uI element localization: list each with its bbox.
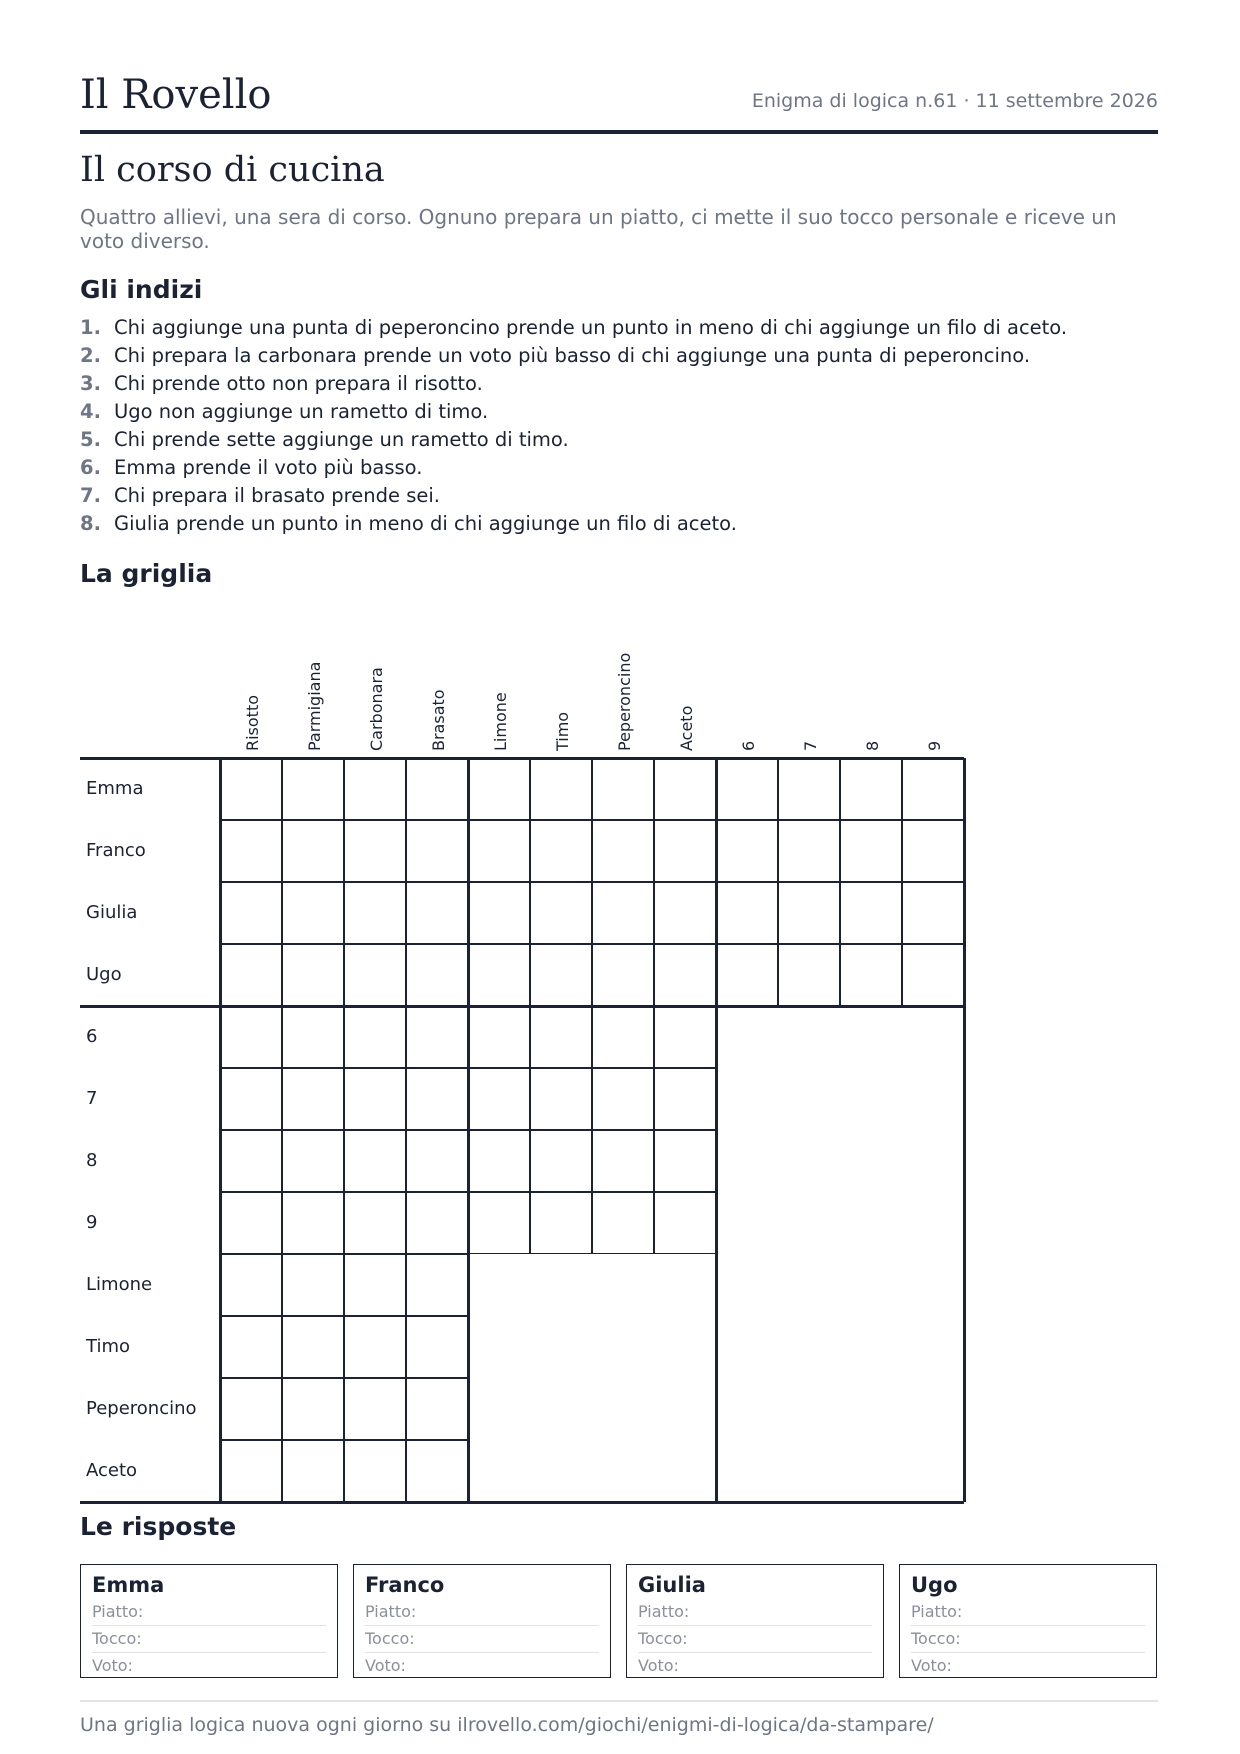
grid-cell[interactable] <box>344 820 406 882</box>
grid-cell[interactable] <box>778 758 840 820</box>
clue-item <box>80 370 1067 398</box>
clue-item <box>80 398 1067 426</box>
issue-info: Enigma di logica n.61 · 11 settembre 2026 <box>751 90 1158 112</box>
grid-cell[interactable] <box>716 820 778 882</box>
footer-note: Una griglia logica nuova ogni giorno su ilrovello.com/giochi/enigmi-di-logica/da-stampare/ <box>80 1700 1158 1736</box>
grid-cell[interactable] <box>282 1192 344 1254</box>
grid-cell[interactable] <box>840 820 902 882</box>
grid-cell[interactable] <box>344 1378 406 1440</box>
grid-cell[interactable] <box>654 1130 716 1192</box>
grid-cell[interactable] <box>530 882 592 944</box>
grid-cell[interactable] <box>654 882 716 944</box>
grid-cell[interactable] <box>902 820 964 882</box>
grid-cell[interactable] <box>406 1192 468 1254</box>
grid-cell[interactable] <box>282 1068 344 1130</box>
clue-number: 3. <box>80 372 101 395</box>
grid-cell[interactable] <box>654 1006 716 1068</box>
grid-cell[interactable] <box>406 820 468 882</box>
column-header <box>530 600 592 755</box>
grid-divider <box>80 757 964 760</box>
column-header-label: Aceto <box>677 705 696 751</box>
grid-cell[interactable] <box>406 758 468 820</box>
grid-cell[interactable] <box>716 944 778 1006</box>
answer-card-name: Ugo <box>911 1573 958 1597</box>
grid-cell[interactable] <box>282 1130 344 1192</box>
answer-field[interactable]: Voto: <box>365 1656 406 1675</box>
grid-cell[interactable] <box>654 820 716 882</box>
clue-number: 5. <box>80 428 101 451</box>
grid-cell[interactable] <box>406 1006 468 1068</box>
clue-number: 1. <box>80 316 101 339</box>
column-header <box>406 600 468 755</box>
column-header <box>840 600 902 755</box>
answer-card-name: Emma <box>92 1573 165 1597</box>
grid-cell[interactable] <box>344 1254 406 1316</box>
answer-card <box>80 1564 338 1678</box>
column-header-label: Parmigiana <box>305 661 324 751</box>
clue-text: Chi aggiunge una punta di peperoncino prende un punto in meno di chi aggiunge un filo di aceto. <box>114 316 1068 339</box>
clue-item <box>80 454 1067 482</box>
grid-cell[interactable] <box>654 944 716 1006</box>
grid-cell[interactable] <box>592 882 654 944</box>
row-header: 9 <box>86 1212 98 1233</box>
grid-cell[interactable] <box>902 944 964 1006</box>
grid-cell[interactable] <box>220 1316 282 1378</box>
row-header: Limone <box>86 1274 153 1295</box>
grid-cell[interactable] <box>406 882 468 944</box>
answer-card-name: Franco <box>365 1573 445 1597</box>
grid-cell[interactable] <box>530 1192 592 1254</box>
grid-cell[interactable] <box>468 1130 530 1192</box>
clue-item <box>80 482 1067 510</box>
answer-field[interactable]: Tocco: <box>365 1626 599 1653</box>
grid-cell[interactable] <box>530 1068 592 1130</box>
answer-field[interactable]: Voto: <box>92 1656 133 1675</box>
grid-cell[interactable] <box>344 1192 406 1254</box>
grid-cell[interactable] <box>282 758 344 820</box>
clue-text: Ugo non aggiunge un rametto di timo. <box>114 400 489 423</box>
column-header-label: 6 <box>739 740 758 751</box>
grid-cell[interactable] <box>778 820 840 882</box>
row-header: Timo <box>86 1336 130 1357</box>
grid-heading: La griglia <box>80 559 213 588</box>
clue-item <box>80 510 1067 538</box>
column-header-label: Limone <box>491 692 510 751</box>
grid-cell[interactable] <box>220 882 282 944</box>
answer-field[interactable]: Voto: <box>911 1656 952 1675</box>
answer-field[interactable]: Piatto: <box>92 1599 326 1626</box>
grid-cell[interactable] <box>406 1378 468 1440</box>
row-header: Ugo <box>86 964 122 985</box>
grid-cell[interactable] <box>282 1378 344 1440</box>
row-header: Giulia <box>86 902 138 923</box>
grid-cell[interactable] <box>840 882 902 944</box>
grid-divider <box>80 1005 964 1008</box>
clue-text: Chi prende otto non prepara il risotto. <box>114 372 483 395</box>
grid-cell[interactable] <box>282 882 344 944</box>
row-header: Peperoncino <box>86 1398 197 1419</box>
clue-number: 8. <box>80 512 101 535</box>
answer-field[interactable]: Piatto: <box>365 1599 599 1626</box>
grid-cell[interactable] <box>406 1316 468 1378</box>
grid-cell[interactable] <box>840 944 902 1006</box>
grid-cell[interactable] <box>654 1192 716 1254</box>
grid-divider <box>963 758 966 1502</box>
clue-number: 7. <box>80 484 101 507</box>
grid-cell[interactable] <box>282 1006 344 1068</box>
column-header-label: Timo <box>553 711 572 751</box>
grid-cell[interactable] <box>406 944 468 1006</box>
clue-number: 4. <box>80 400 101 423</box>
grid-cell[interactable] <box>468 1006 530 1068</box>
grid-cell[interactable] <box>530 1006 592 1068</box>
column-header <box>778 600 840 755</box>
grid-cell[interactable] <box>282 1440 344 1502</box>
column-header <box>344 600 406 755</box>
grid-cell[interactable] <box>468 1192 530 1254</box>
grid-cell[interactable] <box>654 1068 716 1130</box>
clue-item <box>80 342 1067 370</box>
grid-divider <box>219 758 222 1502</box>
clue-number: 2. <box>80 344 101 367</box>
grid-cell[interactable] <box>406 1440 468 1502</box>
grid-cell[interactable] <box>592 1006 654 1068</box>
clue-list <box>80 314 1067 538</box>
clue-text: Chi prepara il brasato prende sei. <box>114 484 440 507</box>
clue-text: Chi prepara la carbonara prende un voto più basso di chi aggiunge una punta di peperoncino. <box>114 344 1031 367</box>
puzzle-title: Il corso di cucina <box>80 150 385 190</box>
row-header: Franco <box>86 840 146 861</box>
column-header-label: 7 <box>801 740 820 751</box>
grid-cell[interactable] <box>282 944 344 1006</box>
clue-item <box>80 314 1067 342</box>
clue-text: Giulia prende un punto in meno di chi aggiunge un filo di aceto. <box>114 512 737 535</box>
column-header-label: Carbonara <box>367 667 386 751</box>
grid-cell[interactable] <box>220 1068 282 1130</box>
grid-cell[interactable] <box>344 1006 406 1068</box>
row-header: 8 <box>86 1150 98 1171</box>
column-header <box>716 600 778 755</box>
grid-cell[interactable] <box>716 882 778 944</box>
grid-cell[interactable] <box>592 1068 654 1130</box>
answer-card <box>353 1564 611 1678</box>
grid-cell[interactable] <box>406 1254 468 1316</box>
grid-cell[interactable] <box>716 758 778 820</box>
grid-cell[interactable] <box>902 758 964 820</box>
column-header <box>468 600 530 755</box>
grid-cell[interactable] <box>530 820 592 882</box>
brand-title: Il Rovello <box>80 72 272 118</box>
answers-heading: Le risposte <box>80 1512 237 1541</box>
grid-cell[interactable] <box>406 1068 468 1130</box>
grid-cell[interactable] <box>220 1192 282 1254</box>
grid-cell[interactable] <box>778 882 840 944</box>
grid-cell[interactable] <box>282 820 344 882</box>
column-header <box>902 600 964 755</box>
column-header-label: 8 <box>863 740 882 751</box>
grid-cell[interactable] <box>220 1254 282 1316</box>
grid-cell[interactable] <box>654 758 716 820</box>
answer-card <box>899 1564 1157 1678</box>
column-header-label: Peperoncino <box>615 652 634 751</box>
grid-cell[interactable] <box>220 1440 282 1502</box>
grid-divider <box>715 758 718 1502</box>
answer-card <box>626 1564 884 1678</box>
grid-cell[interactable] <box>220 1130 282 1192</box>
column-header <box>592 600 654 755</box>
answer-field[interactable]: Tocco: <box>92 1626 326 1653</box>
grid-cell[interactable] <box>592 820 654 882</box>
logic-grid <box>80 600 1158 1500</box>
grid-cell[interactable] <box>344 1068 406 1130</box>
grid-cell[interactable] <box>592 758 654 820</box>
column-header-label: 9 <box>925 740 944 751</box>
clue-text: Chi prende sette aggiunge un rametto di timo. <box>114 428 569 451</box>
grid-cell[interactable] <box>468 944 530 1006</box>
grid-cell[interactable] <box>220 1006 282 1068</box>
answer-field[interactable]: Piatto: <box>638 1599 872 1626</box>
grid-cell[interactable] <box>468 1068 530 1130</box>
grid-cell[interactable] <box>282 1254 344 1316</box>
grid-cell[interactable] <box>220 758 282 820</box>
grid-cell[interactable] <box>344 882 406 944</box>
masthead <box>80 68 1158 134</box>
grid-cell[interactable] <box>344 758 406 820</box>
row-header: 7 <box>86 1088 98 1109</box>
answer-field[interactable]: Voto: <box>638 1656 679 1675</box>
column-header-label: Brasato <box>429 689 448 751</box>
row-header: Aceto <box>86 1460 138 1481</box>
grid-cell[interactable] <box>344 944 406 1006</box>
clue-item <box>80 426 1067 454</box>
grid-cell[interactable] <box>468 820 530 882</box>
grid-cell[interactable] <box>468 882 530 944</box>
grid-cell[interactable] <box>592 1130 654 1192</box>
grid-cell[interactable] <box>220 1378 282 1440</box>
grid-cell[interactable] <box>344 1130 406 1192</box>
row-header: Emma <box>86 778 144 799</box>
answer-cards <box>80 1564 1158 1682</box>
clue-number: 6. <box>80 456 101 479</box>
grid-cell[interactable] <box>468 758 530 820</box>
answer-field[interactable]: Tocco: <box>638 1626 872 1653</box>
grid-cell[interactable] <box>840 758 902 820</box>
puzzle-intro: Quattro allievi, una sera di corso. Ognuno prepara un piatto, ci mette il suo tocco personale e riceve un voto diverso. <box>80 205 1117 253</box>
grid-cell[interactable] <box>530 758 592 820</box>
grid-cell[interactable] <box>282 1316 344 1378</box>
answer-field[interactable]: Piatto: <box>911 1599 1145 1626</box>
grid-divider <box>80 1501 964 1504</box>
column-header <box>220 600 282 755</box>
grid-cell[interactable] <box>220 944 282 1006</box>
column-header <box>282 600 344 755</box>
clues-heading: Gli indizi <box>80 275 203 304</box>
grid-cell[interactable] <box>592 1192 654 1254</box>
grid-cell[interactable] <box>778 944 840 1006</box>
grid-cell[interactable] <box>220 820 282 882</box>
grid-cell[interactable] <box>592 944 654 1006</box>
grid-divider <box>467 758 470 1502</box>
grid-cell[interactable] <box>530 944 592 1006</box>
grid-cell[interactable] <box>530 1130 592 1192</box>
grid-cell[interactable] <box>406 1130 468 1192</box>
grid-cell[interactable] <box>344 1440 406 1502</box>
column-header <box>654 600 716 755</box>
answer-card-name: Giulia <box>638 1573 706 1597</box>
clue-text: Emma prende il voto più basso. <box>114 456 423 479</box>
column-header-label: Risotto <box>243 694 262 751</box>
grid-cell[interactable] <box>344 1316 406 1378</box>
row-header: 6 <box>86 1026 98 1047</box>
answer-field[interactable]: Tocco: <box>911 1626 1145 1653</box>
grid-cell[interactable] <box>902 882 964 944</box>
